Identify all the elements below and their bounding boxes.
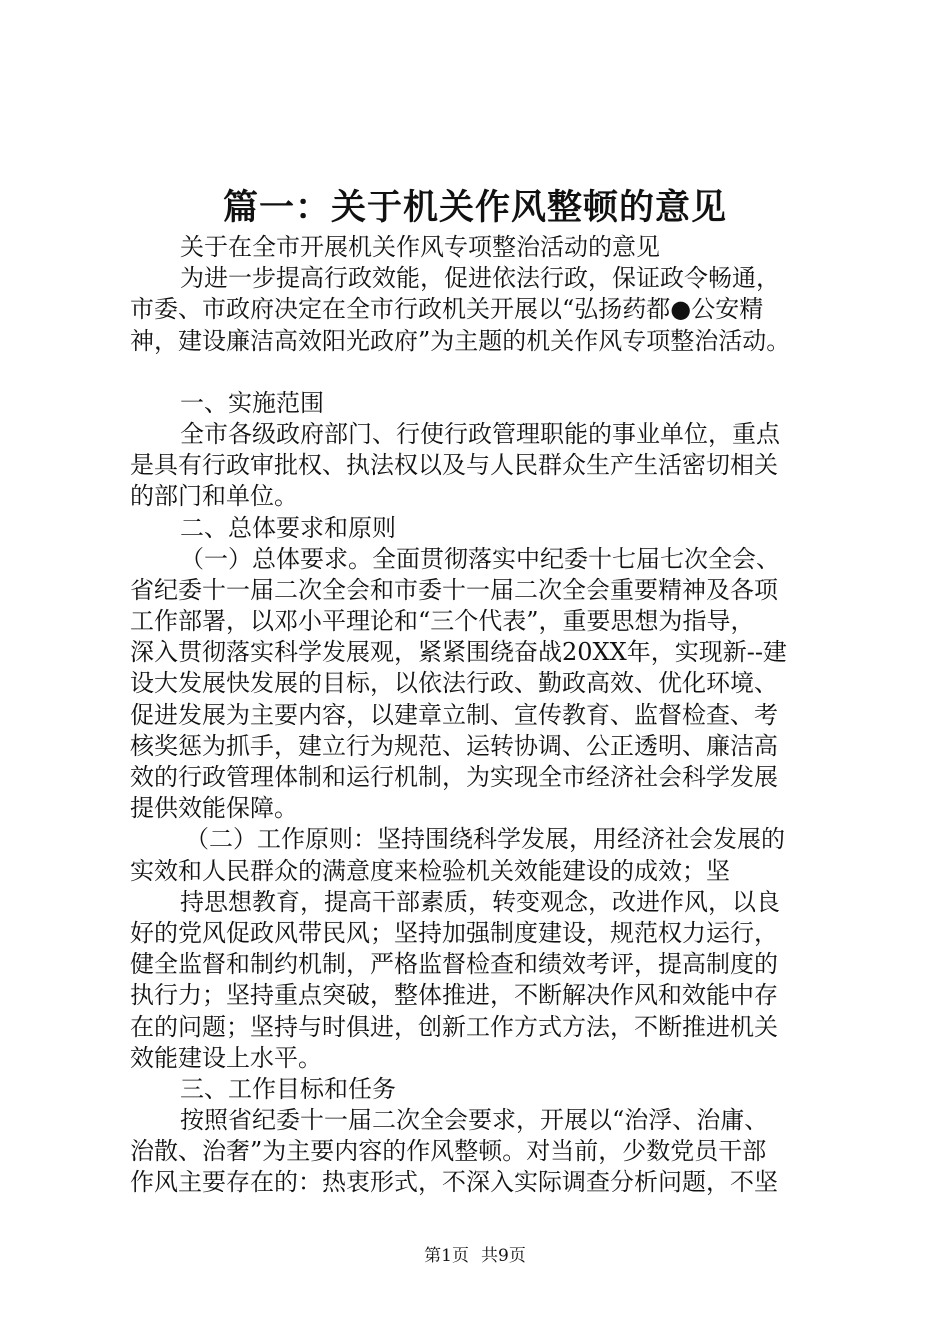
- paragraph-line: 效能建设上水平。: [130, 1043, 322, 1072]
- paragraph-line: 工作部署，以邓小平理论和“三个代表”，重要思想为指导，: [130, 607, 755, 636]
- paragraph-line: 效的行政管理体制和运行机制，为实现全市经济社会科学发展: [130, 763, 778, 791]
- paragraph-line: 深入贯彻落实科学发展观，紧紧围绕奋战20XX年，实现新--建: [130, 638, 787, 667]
- paragraph-line: 作风主要存在的：热衷形式，不深入实际调查分析问题，不坚: [130, 1168, 778, 1197]
- paragraph-line: 全市各级政府部门、行使行政管理职能的事业单位，重点: [180, 419, 780, 448]
- paragraph-line: 促进发展为主要内容，以建章立制、宣传教育、监督检查、考: [130, 700, 778, 729]
- paragraph-line: 神，建设廉洁高效阳光政府”为主题的机关作风专项整治活动。: [130, 326, 791, 355]
- section-heading: 二、总体要求和原则: [180, 513, 396, 542]
- paragraph-line: 执行力；坚持重点突破，整体推进，不断解决作风和效能中存: [130, 981, 778, 1010]
- document-title: 篇一：关于机关作风整顿的意见: [222, 187, 727, 228]
- paragraph-line: 市委、市政府决定在全市行政机关开展以“弘扬药都●公安精: [130, 295, 764, 324]
- paragraph-line: （一）总体要求。全面贯彻落实中纪委十七届七次全会、: [180, 544, 780, 573]
- paragraph-line: 为进一步提高行政效能，促进依法行政，保证政令畅通，: [180, 264, 780, 293]
- document-body: [130, 232, 830, 1199]
- paragraph-line: 在的问题；坚持与时俱进，创新工作方式方法，不断推进机关: [130, 1012, 778, 1041]
- paragraph-line: 按照省纪委十一届二次全会要求，开展以“治浮、治庸、: [180, 1106, 769, 1135]
- paragraph-line: 设大发展快发展的目标，以依法行政、勤政高效、优化环境、: [130, 669, 778, 698]
- paragraph-line: 治散、治奢”为主要内容的作风整顿。对当前，少数党员干部: [130, 1137, 767, 1166]
- paragraph-line: 省纪委十一届二次全会和市委十一届二次全会重要精神及各项: [130, 575, 778, 604]
- paragraph-line: 好的党风促政风带民风；坚持加强制度建设，规范权力运行，: [130, 918, 778, 947]
- section-heading: 三、工作目标和任务: [180, 1074, 396, 1103]
- paragraph-line: 提供效能保障。: [130, 794, 298, 823]
- page-footer: [0, 1245, 950, 1267]
- paragraph-line: 的部门和单位。: [130, 482, 298, 511]
- paragraph-line: 核奖惩为抓手，建立行为规范、运转协调、公正透明、廉洁高: [130, 731, 778, 760]
- paragraph-line: 健全监督和制约机制，严格监督检查和绩效考评，提高制度的: [130, 950, 778, 979]
- paragraph-line: 持思想教育，提高干部素质，转变观念，改进作风，以良: [180, 887, 780, 916]
- page-total: 共9页: [481, 1246, 526, 1266]
- paragraph-line: 是具有行政审批权、执法权以及与人民群众生产生活密切相关: [130, 451, 778, 480]
- paragraph-line: 实效和人民群众的满意度来检验机关效能建设的成效；坚: [130, 856, 730, 885]
- section-heading: 一、实施范围: [180, 388, 324, 417]
- subtitle-line: 关于在全市开展机关作风专项整治活动的意见: [180, 233, 660, 261]
- page-number: 第1页: [424, 1246, 469, 1266]
- paragraph-line: （二）工作原则：坚持围绕科学发展，用经济社会发展的: [185, 825, 785, 854]
